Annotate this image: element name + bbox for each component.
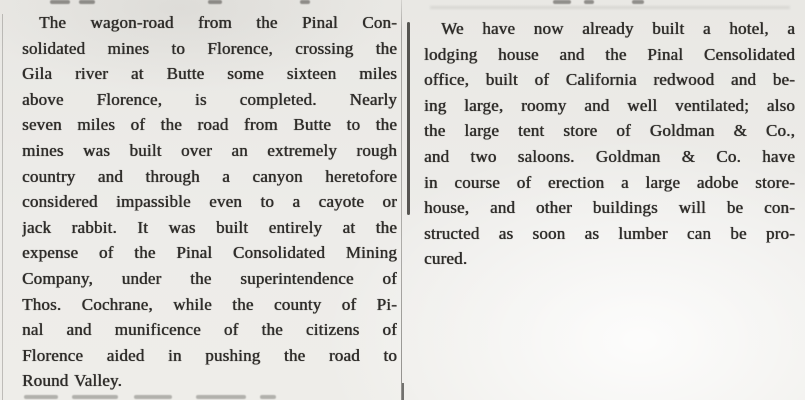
right-column [424, 16, 795, 272]
left-edge-rule [2, 14, 3, 400]
text-line: country and through a canyon heretofore [22, 166, 397, 186]
scan-artifact [632, 0, 644, 4]
scan-artifact [208, 0, 222, 4]
scan-artifact [196, 395, 246, 399]
scan-artifact [72, 395, 118, 399]
column-divider-thick-rule [407, 22, 410, 215]
text-line: above Florence, is completed. Nearly [22, 89, 397, 109]
scan-artifact [584, 0, 594, 4]
text-line: considered impassible even to a cayote or [22, 192, 397, 212]
text-line: lodging house and the Pinal Censolidated [424, 44, 795, 64]
scan-artifact [260, 395, 276, 399]
scan-artifact [24, 395, 58, 399]
text-line: Gila river at Butte some sixteen miles [22, 64, 397, 84]
text-line: mines was built over an extremely rough [22, 140, 397, 160]
text-line: and two saloons. Goldman & Co. have [424, 146, 795, 166]
left-column [22, 10, 397, 394]
text-line: structed as soon as lumber can be pro- [424, 223, 795, 243]
text-line: Company, under the superintendence of [22, 268, 397, 288]
scan-artifact [553, 0, 571, 4]
text-line: in course of erection a large adobe store- [424, 172, 795, 192]
column-divider-bottom-mark [402, 383, 404, 400]
scan-artifact [50, 0, 70, 4]
text-line: Round Valley. [22, 371, 122, 391]
text-line: house, and other buildings will be con- [424, 198, 795, 218]
text-line: Thos. Cochrane, while the county of Pi- [22, 294, 397, 314]
column-divider-thin-rule [401, 0, 402, 400]
scan-artifact [134, 395, 172, 399]
scan-smudge [430, 6, 790, 9]
text-line: expense of the Pinal Consolidated Mining [22, 243, 397, 263]
text-line: seven miles of the road from Butte to the [22, 115, 397, 135]
text-line: nal and munificence of the citizens of [22, 320, 397, 340]
text-line: solidated mines to Florence, crossing the [22, 38, 397, 58]
scan-artifact [79, 0, 95, 4]
scan-artifact [300, 0, 310, 4]
text-line: office, built of California redwood and be- [424, 70, 795, 90]
text-line: jack rabbit. It was built entirely at the [22, 217, 397, 237]
text-line: cured. [424, 249, 468, 269]
text-line: Florence aided in pushing the road to [22, 345, 397, 365]
text-line: ing large, roomy and well ventilated; also [424, 95, 795, 115]
text-line: The wagon-road from the Pinal Con- [39, 13, 397, 32]
text-line: We have now already built a hotel, a [441, 19, 795, 38]
text-line: the large tent store of Goldman & Co., [424, 121, 795, 141]
